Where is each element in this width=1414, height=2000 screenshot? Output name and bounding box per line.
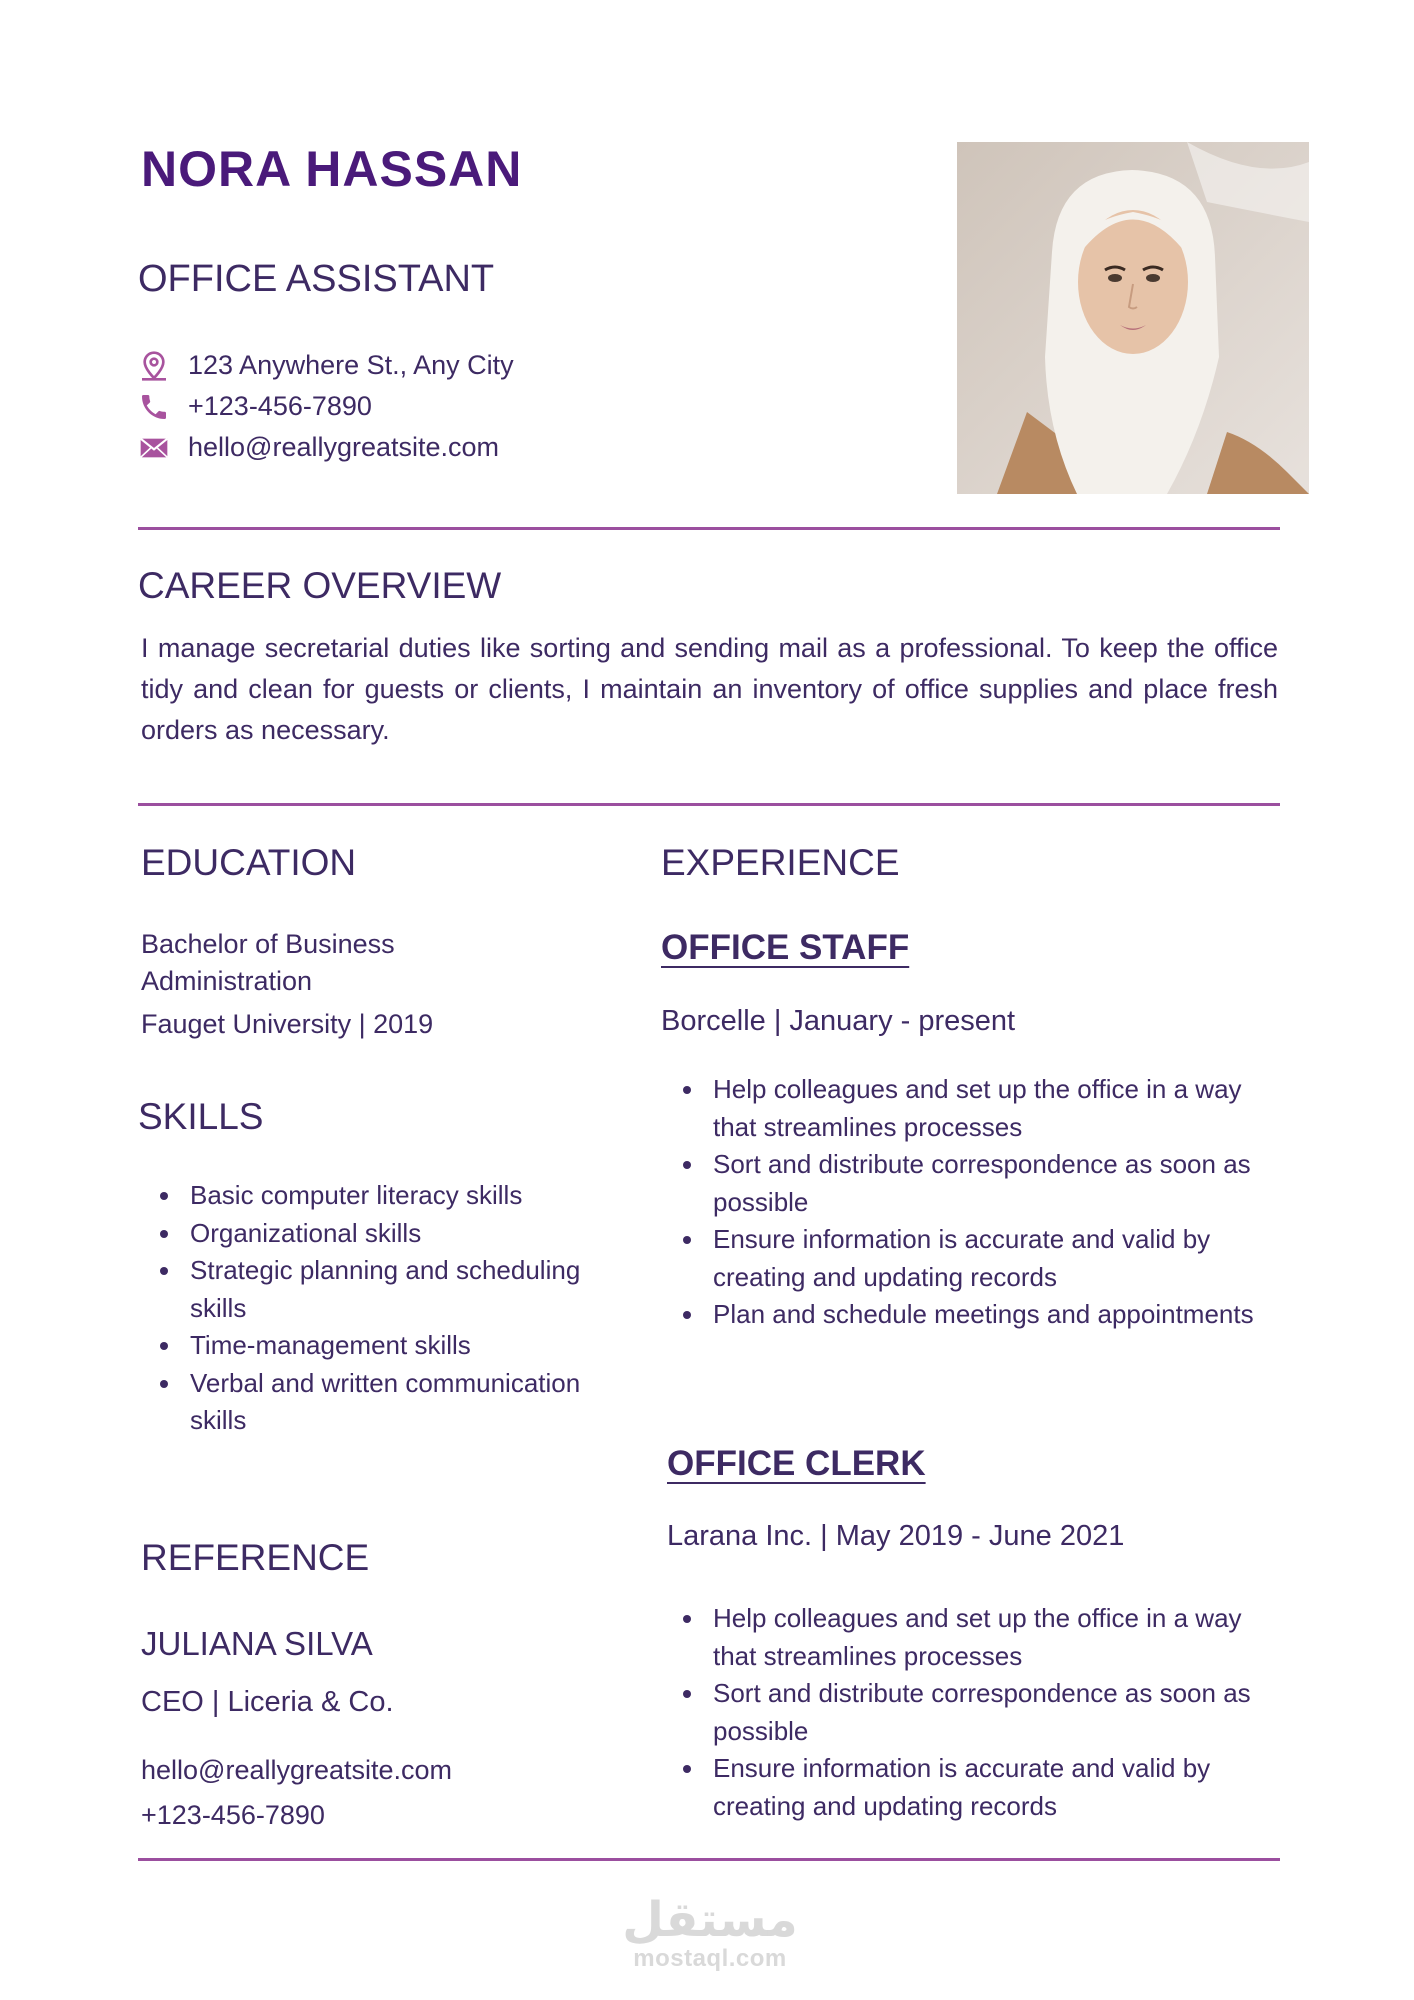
reference-position: CEO | Liceria & Co. xyxy=(141,1686,394,1718)
reference-title: REFERENCE xyxy=(141,1537,370,1578)
contact-list xyxy=(138,345,514,468)
education-degree: Bachelor of Business Administration xyxy=(141,929,395,996)
job-bullets-office-clerk xyxy=(661,1600,1251,1825)
skills-list xyxy=(138,1177,618,1440)
contact-address xyxy=(138,345,514,386)
address-text: 123 Anywhere St., Any City xyxy=(188,350,514,380)
education-school: Fauget University | 2019 xyxy=(141,1009,434,1039)
contact-phone xyxy=(138,386,514,427)
email-text: hello@reallygreatsite.com xyxy=(188,432,500,462)
skill-item: Organizational skills xyxy=(138,1215,618,1253)
job-bullet: Help colleagues and set up the office in a way that streamlines processes xyxy=(661,1600,1251,1675)
career-overview-text: I manage secretarial duties like sorting and sending mail as a professional. To keep the office tidy and clean for guests or clients, I maintain an inventory of office supplies and place fresh orders as necessary. xyxy=(141,633,1278,745)
phone-icon xyxy=(138,391,170,423)
mostaql-watermark xyxy=(600,1892,820,1973)
job-bullet: Sort and distribute correspondence as soon as possible xyxy=(661,1675,1251,1750)
contact-email xyxy=(138,427,514,468)
experience-title: EXPERIENCE xyxy=(661,842,900,883)
divider-top xyxy=(138,527,1280,530)
profile-photo xyxy=(957,142,1309,494)
job-role: OFFICE ASSISTANT xyxy=(138,258,495,300)
job-bullet: Plan and schedule meetings and appointments xyxy=(661,1296,1273,1334)
job-company-office-staff: Borcelle | January - present xyxy=(661,1005,1016,1037)
job-bullets-office-staff xyxy=(661,1071,1273,1334)
divider-bottom xyxy=(138,1858,1280,1861)
job-title-office-clerk: OFFICE CLERK xyxy=(667,1444,926,1483)
reference-email: hello@reallygreatsite.com xyxy=(141,1755,453,1785)
job-bullet: Ensure information is accurate and valid by creating and updating records xyxy=(661,1750,1251,1825)
job-bullet: Ensure information is accurate and valid by creating and updating records xyxy=(661,1221,1273,1296)
skill-item: Basic computer literacy skills xyxy=(138,1177,618,1215)
reference-phone: +123-456-7890 xyxy=(141,1800,325,1830)
watermark-arabic: مستقل xyxy=(622,1892,798,1948)
watermark-latin: mostaql.com xyxy=(633,1945,787,1972)
skill-item: Strategic planning and scheduling skills xyxy=(138,1252,618,1327)
job-title-office-staff: OFFICE STAFF xyxy=(661,928,910,967)
skills-title: SKILLS xyxy=(138,1096,264,1137)
job-bullet: Sort and distribute correspondence as soon as possible xyxy=(661,1146,1273,1221)
education-title: EDUCATION xyxy=(141,842,357,883)
skill-item: Verbal and written communication skills xyxy=(138,1365,618,1440)
phone-text: +123-456-7890 xyxy=(188,391,372,421)
skill-item: Time-management skills xyxy=(138,1327,618,1365)
location-pin-icon xyxy=(138,350,170,382)
job-bullet: Help colleagues and set up the office in a way that streamlines processes xyxy=(661,1071,1273,1146)
candidate-name: NORA HASSAN xyxy=(141,141,523,197)
mail-icon xyxy=(138,432,170,464)
divider-middle xyxy=(138,803,1280,806)
reference-name: JULIANA SILVA xyxy=(141,1625,373,1662)
job-company-office-clerk: Larana Inc. | May 2019 - June 2021 xyxy=(667,1520,1125,1552)
career-overview-title: CAREER OVERVIEW xyxy=(138,565,502,606)
